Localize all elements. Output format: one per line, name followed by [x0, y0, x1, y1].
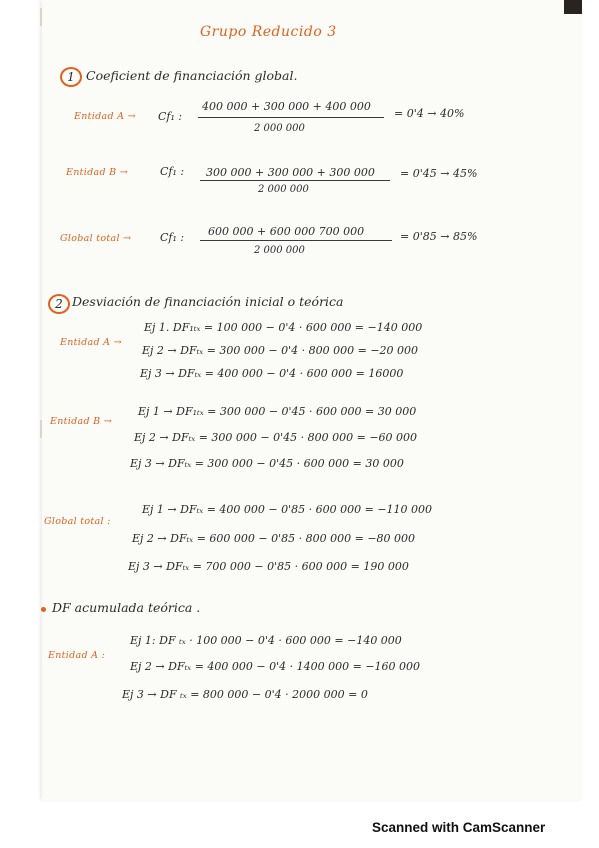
- page-title: Grupo Reducido 3: [200, 24, 337, 40]
- section-number-2: 2: [48, 294, 70, 314]
- section2-heading: Desviación de financiación inicial o teórica: [72, 294, 344, 309]
- row-lhs: Cf₁ :: [158, 110, 183, 123]
- calc-line: Ej 1 → DFₜₓ = 400 000 − 0'85 · 600 000 = −110 000: [142, 503, 433, 516]
- row-lhs: Cf₁ :: [160, 165, 185, 178]
- bullet-point: [41, 607, 46, 612]
- fraction-numerator: 600 000 + 600 000 700 000: [208, 225, 365, 238]
- row-result: = 0'85 → 85%: [400, 230, 478, 243]
- calc-line: Ej 1 → DF₁ₜₓ = 300 000 − 0'45 · 600 000 = 30 000: [138, 405, 417, 418]
- calc-line: Ej 2 → DFₜₓ = 300 000 − 0'45 · 800 000 = −60 000: [134, 431, 418, 444]
- group-label: Global total :: [44, 516, 111, 527]
- section1-heading: Coeficient de financiación global.: [86, 68, 298, 83]
- row-label: Global total →: [60, 233, 132, 244]
- fraction-denominator: 2 000 000: [254, 245, 305, 256]
- fraction-numerator: 400 000 + 300 000 + 400 000: [202, 100, 371, 113]
- group-label: Entidad A →: [60, 337, 122, 348]
- scan-shadow-corner: [564, 0, 582, 14]
- group-label: Entidad A :: [48, 650, 106, 661]
- row-lhs: Cf₁ :: [160, 231, 185, 244]
- binder-mark: [40, 420, 42, 438]
- fraction-bar: [200, 240, 392, 241]
- calc-line: Ej 1. DF₁ₜₓ = 100 000 − 0'4 · 600 000 = −140 000: [144, 321, 423, 334]
- binder-mark: [40, 8, 42, 26]
- calc-line: Ej 2 → DFₜₓ = 300 000 − 0'4 · 800 000 = −20 000: [142, 344, 419, 357]
- calc-line: Ej 3 → DFₜₓ = 700 000 − 0'85 · 600 000 = 190 000: [128, 560, 409, 573]
- fraction-denominator: 2 000 000: [258, 184, 309, 195]
- calc-line: Ej 2 → DFₜₓ = 400 000 − 0'4 · 1400 000 = −160 000: [130, 660, 421, 673]
- calc-line: Ej 3 → DFₜₓ = 300 000 − 0'45 · 600 000 = 30 000: [130, 457, 404, 470]
- fraction-numerator: 300 000 + 300 000 + 300 000: [206, 166, 375, 179]
- scanner-watermark: Scanned with CamScanner: [372, 820, 546, 835]
- section-number-1: 1: [60, 67, 82, 87]
- group-label: Entidad B →: [50, 416, 113, 427]
- calc-line: Ej 1: DF ₜₓ · 100 000 − 0'4 · 600 000 = −140 000: [130, 634, 402, 647]
- calc-line: Ej 3 → DFₜₓ = 400 000 − 0'4 · 600 000 = 16000: [140, 367, 404, 380]
- row-label: Entidad B →: [66, 167, 129, 178]
- calc-line: Ej 2 → DFₜₓ = 600 000 − 0'85 · 800 000 = −80 000: [132, 532, 416, 545]
- section3-heading: DF acumulada teórica .: [52, 600, 201, 615]
- row-result: = 0'4 → 40%: [394, 107, 465, 120]
- fraction-bar: [198, 117, 384, 118]
- row-label: Entidad A →: [74, 111, 136, 122]
- row-result: = 0'45 → 45%: [400, 167, 478, 180]
- fraction-bar: [200, 180, 390, 181]
- fraction-denominator: 2 000 000: [254, 123, 305, 134]
- calc-line: Ej 3 → DF ₜₓ = 800 000 − 0'4 · 2000 000 = 0: [122, 688, 368, 701]
